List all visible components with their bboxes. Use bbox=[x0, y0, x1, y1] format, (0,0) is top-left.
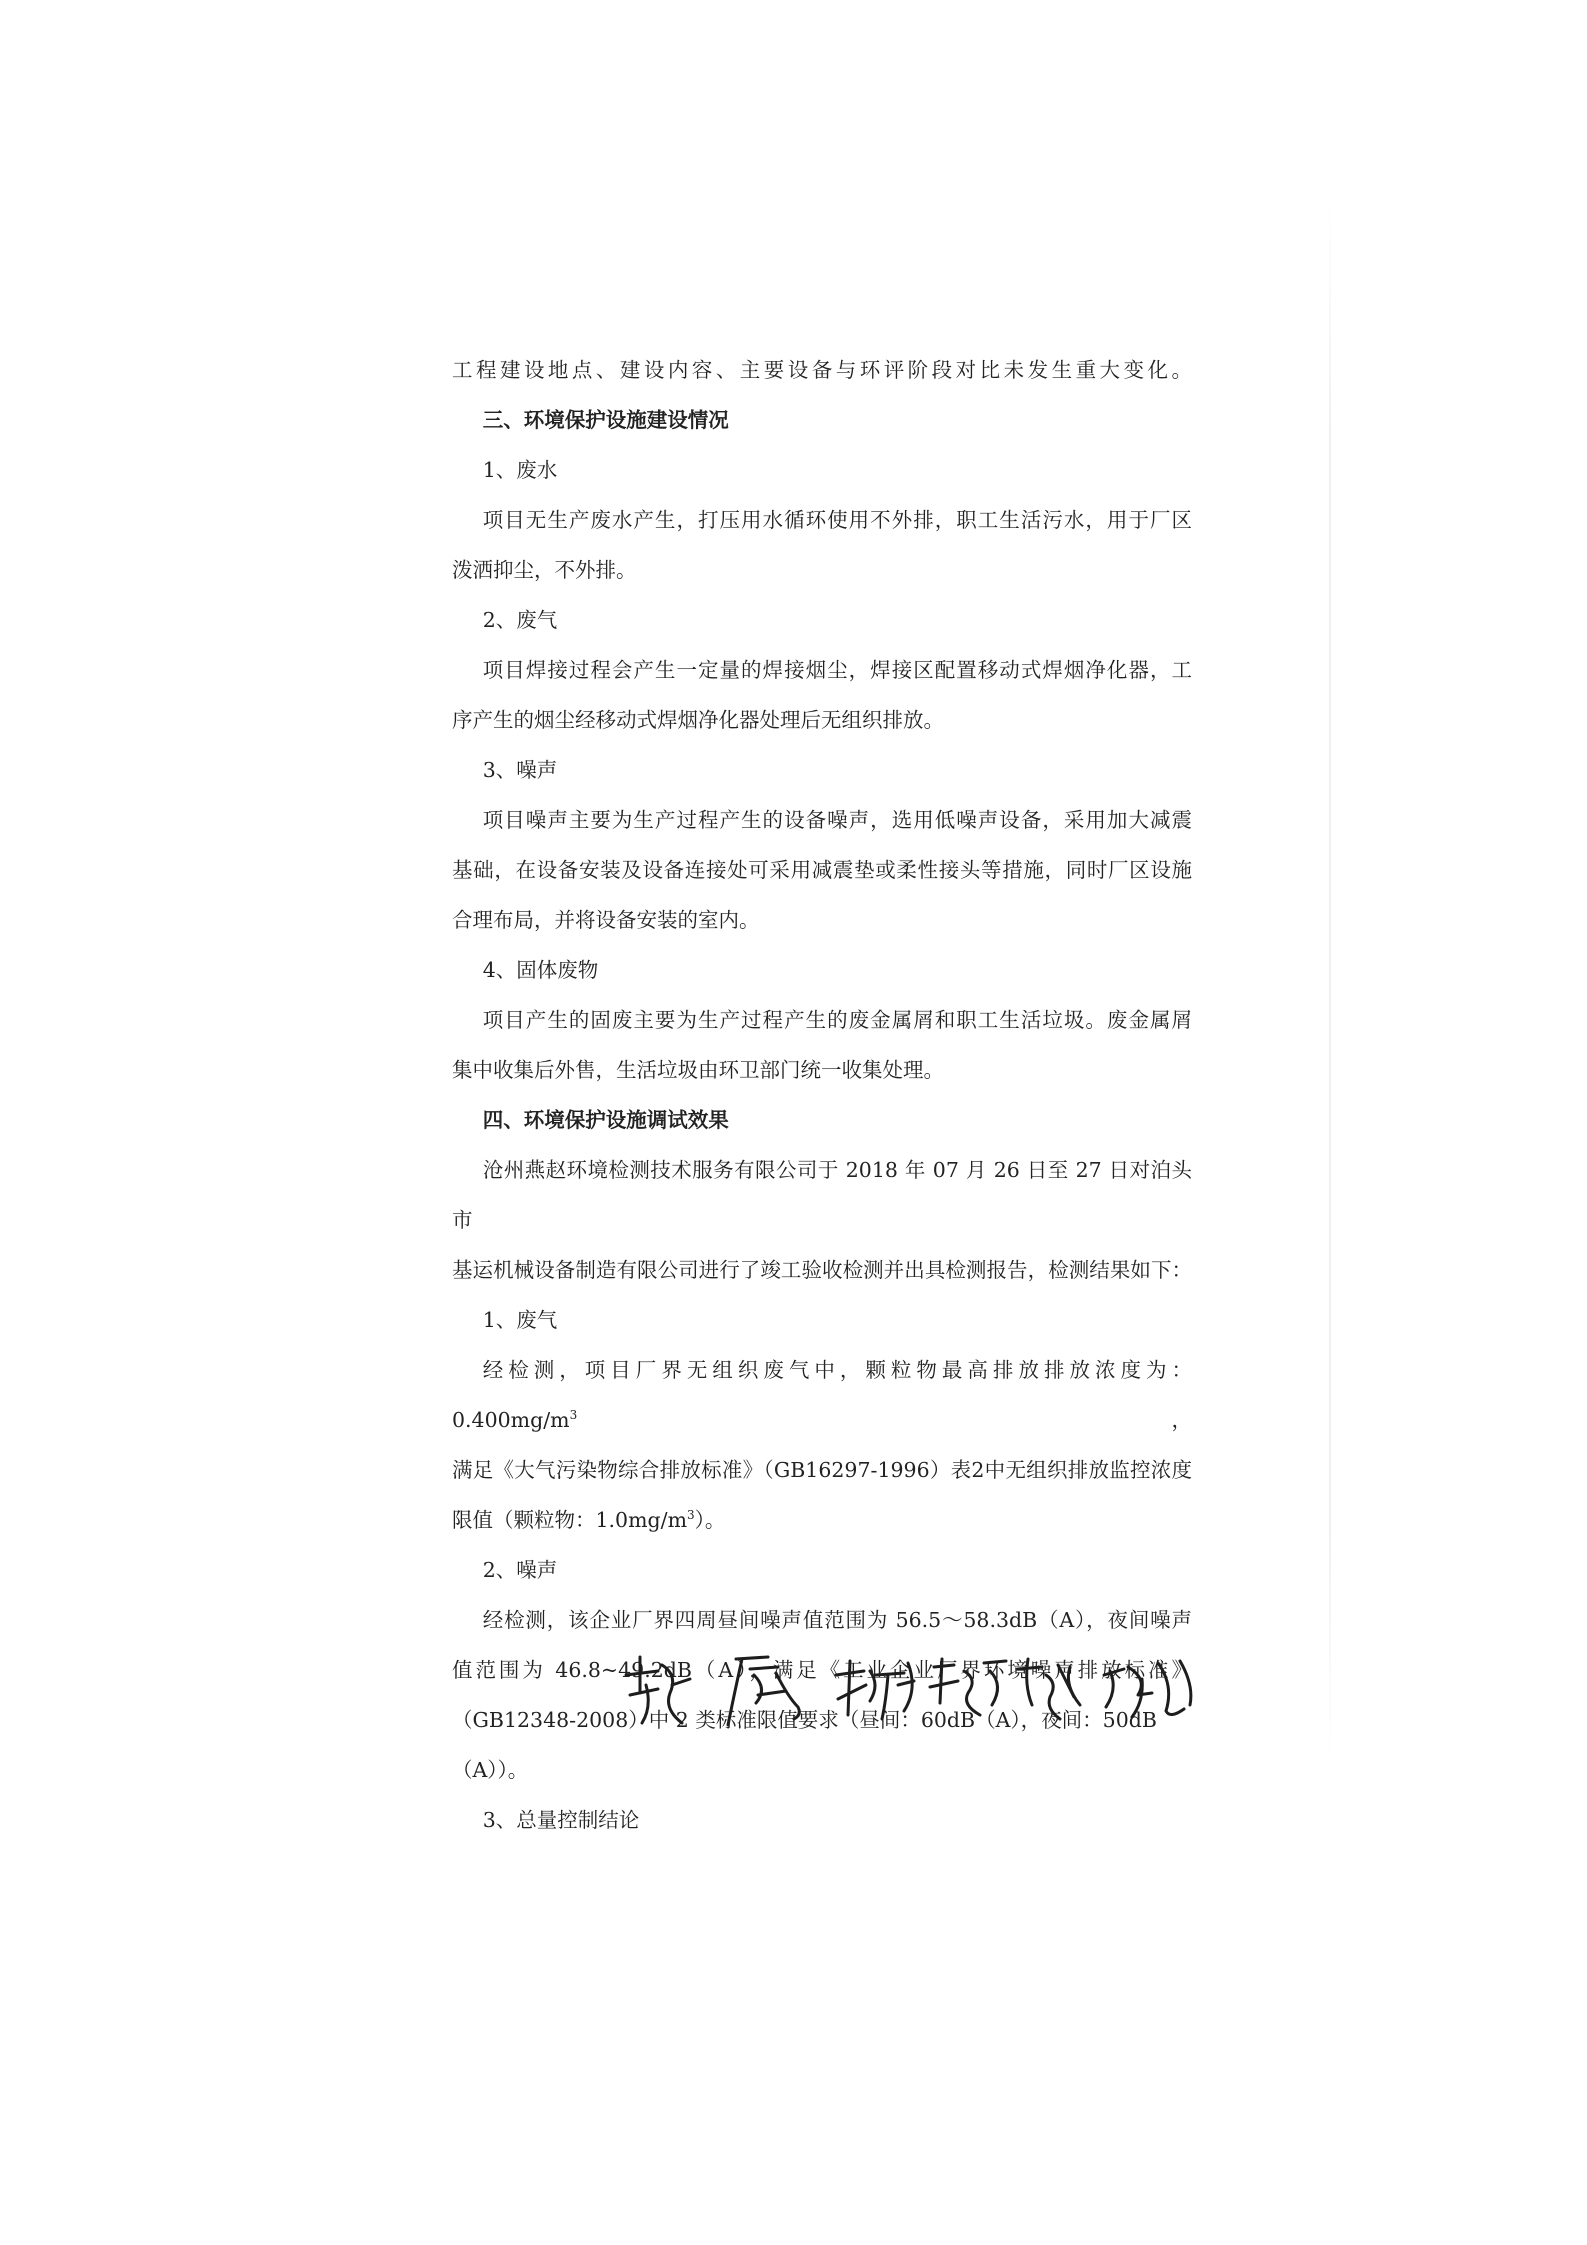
paragraph-line: 项目噪声主要为生产过程产生的设备噪声，选用低噪声设备，采用加大减震 bbox=[482, 808, 1192, 832]
paragraph-line: 合理布局，并将设备安装的室内。 bbox=[452, 908, 760, 932]
paragraph-line: 经检测，该企业厂界四周昼间噪声值范围为 56.5～58.3dB（A），夜间噪声 bbox=[482, 1608, 1192, 1632]
handwritten-signatures bbox=[618, 1645, 1218, 1735]
signature-4 bbox=[930, 1659, 1006, 1715]
paragraph-line: 泼洒抑尘，不外排。 bbox=[452, 558, 637, 582]
paragraph-line: 沧州燕赵环境检测技术服务有限公司于 2018 年 07 月 26 日至 27 日对泊头市 bbox=[452, 1158, 1192, 1232]
text-run: 经检测，项目厂界无组织废气中，颗粒物最高排放排放浓度为：0.400mg/m bbox=[452, 1358, 1192, 1432]
paragraph-line: 序产生的烟尘经移动式焊烟净化器处理后无组织排放。 bbox=[452, 708, 944, 732]
text-run: 限值（颗粒物：1.0mg/m bbox=[452, 1508, 688, 1532]
subsection-wastewater-title: 1、废水 bbox=[482, 458, 558, 482]
paragraph-line: 基础，在设备安装及设备连接处可采用减震垫或柔性接头等措施，同时厂区设施 bbox=[452, 858, 1192, 882]
signature-6 bbox=[1104, 1661, 1191, 1717]
result-noise-title: 2、噪声 bbox=[482, 1558, 558, 1582]
signature-3 bbox=[836, 1661, 914, 1719]
text-run: ， bbox=[577, 1408, 1192, 1432]
superscript: 3 bbox=[569, 1408, 578, 1423]
subsection-exhaust-title: 2、废气 bbox=[482, 608, 558, 632]
signature-1 bbox=[626, 1657, 690, 1723]
paragraph-line: （GB12348-2008）中 2 类标准限值要求（昼间：60dB（A），夜间：50dB（A））。 bbox=[452, 1708, 1157, 1782]
page-edge-shadow bbox=[1329, 200, 1331, 1760]
subsection-noise-title: 3、噪声 bbox=[482, 758, 558, 782]
text-run: ）。 bbox=[694, 1508, 726, 1532]
section-3-heading: 三、环境保护设施建设情况 bbox=[482, 408, 729, 432]
paragraph-line: 项目无生产废水产生，打压用水循环使用不外排，职工生活污水，用于厂区 bbox=[482, 508, 1192, 532]
paragraph-line: 集中收集后外售，生活垃圾由环卫部门统一收集处理。 bbox=[452, 1058, 944, 1082]
intro-line: 工程建设地点、建设内容、主要设备与环评阶段对比未发生重大变化。 bbox=[452, 358, 1192, 382]
result-total-control-title: 3、总量控制结论 bbox=[482, 1808, 640, 1832]
signature-5 bbox=[1018, 1659, 1080, 1719]
section-4-heading: 四、环境保护设施调试效果 bbox=[482, 1108, 729, 1132]
paragraph-line bbox=[452, 1345, 1192, 1445]
document-body bbox=[452, 345, 1192, 1845]
paragraph-line: 基运机械设备制造有限公司进行了竣工验收检测并出具检测报告，检测结果如下： bbox=[452, 1258, 1192, 1282]
result-exhaust-title: 1、废气 bbox=[482, 1308, 558, 1332]
subsection-solid-waste-title: 4、固体废物 bbox=[482, 958, 599, 982]
paragraph-line: 值范围为 46.8~49.2dB（A），满足《工业企业厂界环境噪声排放标准》 bbox=[452, 1658, 1192, 1682]
superscript: 3 bbox=[687, 1508, 695, 1523]
signature-2 bbox=[728, 1657, 799, 1725]
paragraph-line: 项目产生的固废主要为生产过程产生的废金属屑和职工生活垃圾。废金属屑 bbox=[482, 1008, 1192, 1032]
paragraph-line bbox=[452, 1495, 1192, 1545]
paragraph-line: 满足《大气污染物综合排放标准》（GB16297-1996）表2中无组织排放监控浓度 bbox=[452, 1458, 1192, 1482]
paragraph-line: 项目焊接过程会产生一定量的焊接烟尘，焊接区配置移动式焊烟净化器，工 bbox=[482, 658, 1192, 682]
